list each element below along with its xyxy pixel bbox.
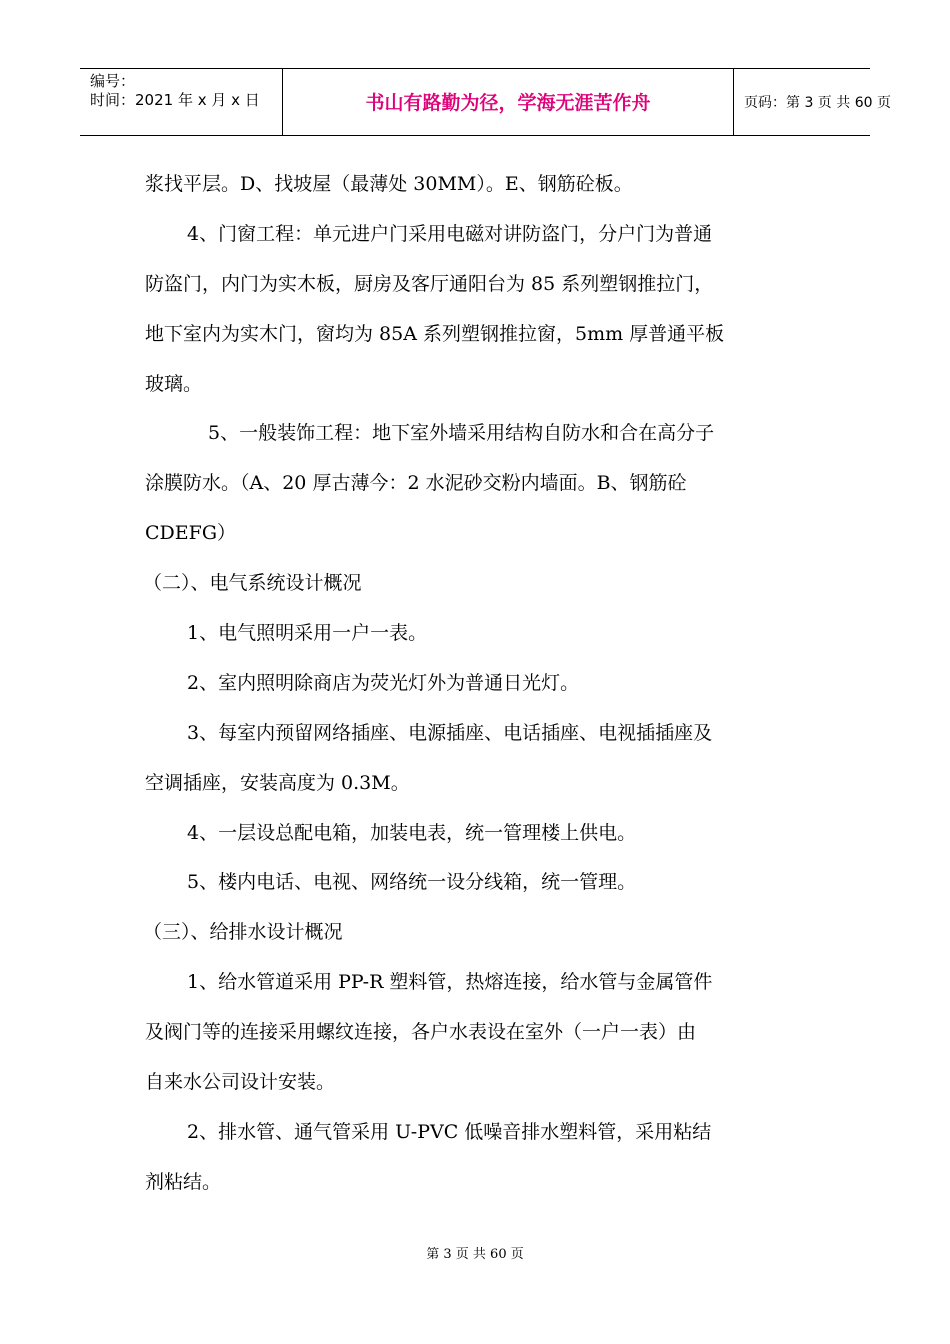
body-line: 涂膜防水。（A、20 厚古薄今：2 水泥砂交粉内墙面。B、钢筋砼 [145, 472, 687, 495]
body-line: 剂粘结。 [145, 1170, 222, 1193]
body-line: 玻璃。 [145, 372, 203, 395]
body-line: 3、每室内预留网络插座、电源插座、电话插座、电视插插座及 [187, 721, 713, 744]
body-line: 4、门窗工程：单元进户门采用电磁对讲防盗门，分户门为普通 [187, 222, 713, 245]
motto-text: 书山有路勤为径，学海无涯苦作舟 [365, 92, 651, 114]
body-line: 1、电气照明采用一户一表。 [187, 622, 428, 645]
body-line: 2、排水管、通气管采用 U-PVC 低噪音排水塑料管，采用粘结 [187, 1120, 712, 1143]
body-line: 4、一层设总配电箱，加装电表，统一管理楼上供电。 [187, 821, 637, 844]
number-label: 编号： [90, 72, 136, 90]
body-line: 5、楼内电话、电视、网络统一设分线箱，统一管理。 [187, 871, 637, 894]
page-footer: 第 3 页 共 60 页 [426, 1247, 524, 1262]
header-meta-cell [80, 69, 282, 135]
section-heading: （三）、给排水设计概况 [143, 921, 343, 944]
header-page-info: 页码：第 3 页 共 60 页 [744, 95, 891, 111]
header-motto-cell [282, 69, 734, 135]
body-line: CDEFG） [145, 522, 237, 545]
header-page-cell [734, 69, 891, 135]
page-header [80, 68, 891, 136]
body-line: 防盗门，内门为实木板，厨房及客厅通阳台为 85 系列塑钢推拉门， [145, 272, 714, 295]
section-heading: （二）、电气系统设计概况 [143, 572, 362, 595]
body-line: 空调插座，安装高度为 0.3M。 [145, 771, 410, 794]
body-line: 2、室内照明除商店为荧光灯外为普通日光灯。 [187, 671, 580, 694]
time-label: 时间：2021 年 x 月 x 日 [90, 91, 260, 109]
body-line: 1、给水管道采用 PP-R 塑料管，热熔连接，给水管与金属管件 [187, 971, 713, 994]
body-line: 浆找平层。D、找坡屋（最薄处 30MM）。E、钢筋砼板。 [145, 173, 633, 195]
body-line: 5、一般装饰工程：地下室外墙采用结构自防水和合在高分子 [208, 422, 715, 445]
body-line: 自来水公司设计安装。 [145, 1071, 336, 1094]
document-body [145, 160, 810, 1208]
body-line: 及阀门等的连接采用螺纹连接，各户水表设在室外（一户一表）由 [145, 1021, 697, 1044]
body-line: 地下室内为实木门，窗均为 85A 系列塑钢推拉窗，5mm 厚普通平板 [145, 322, 725, 345]
